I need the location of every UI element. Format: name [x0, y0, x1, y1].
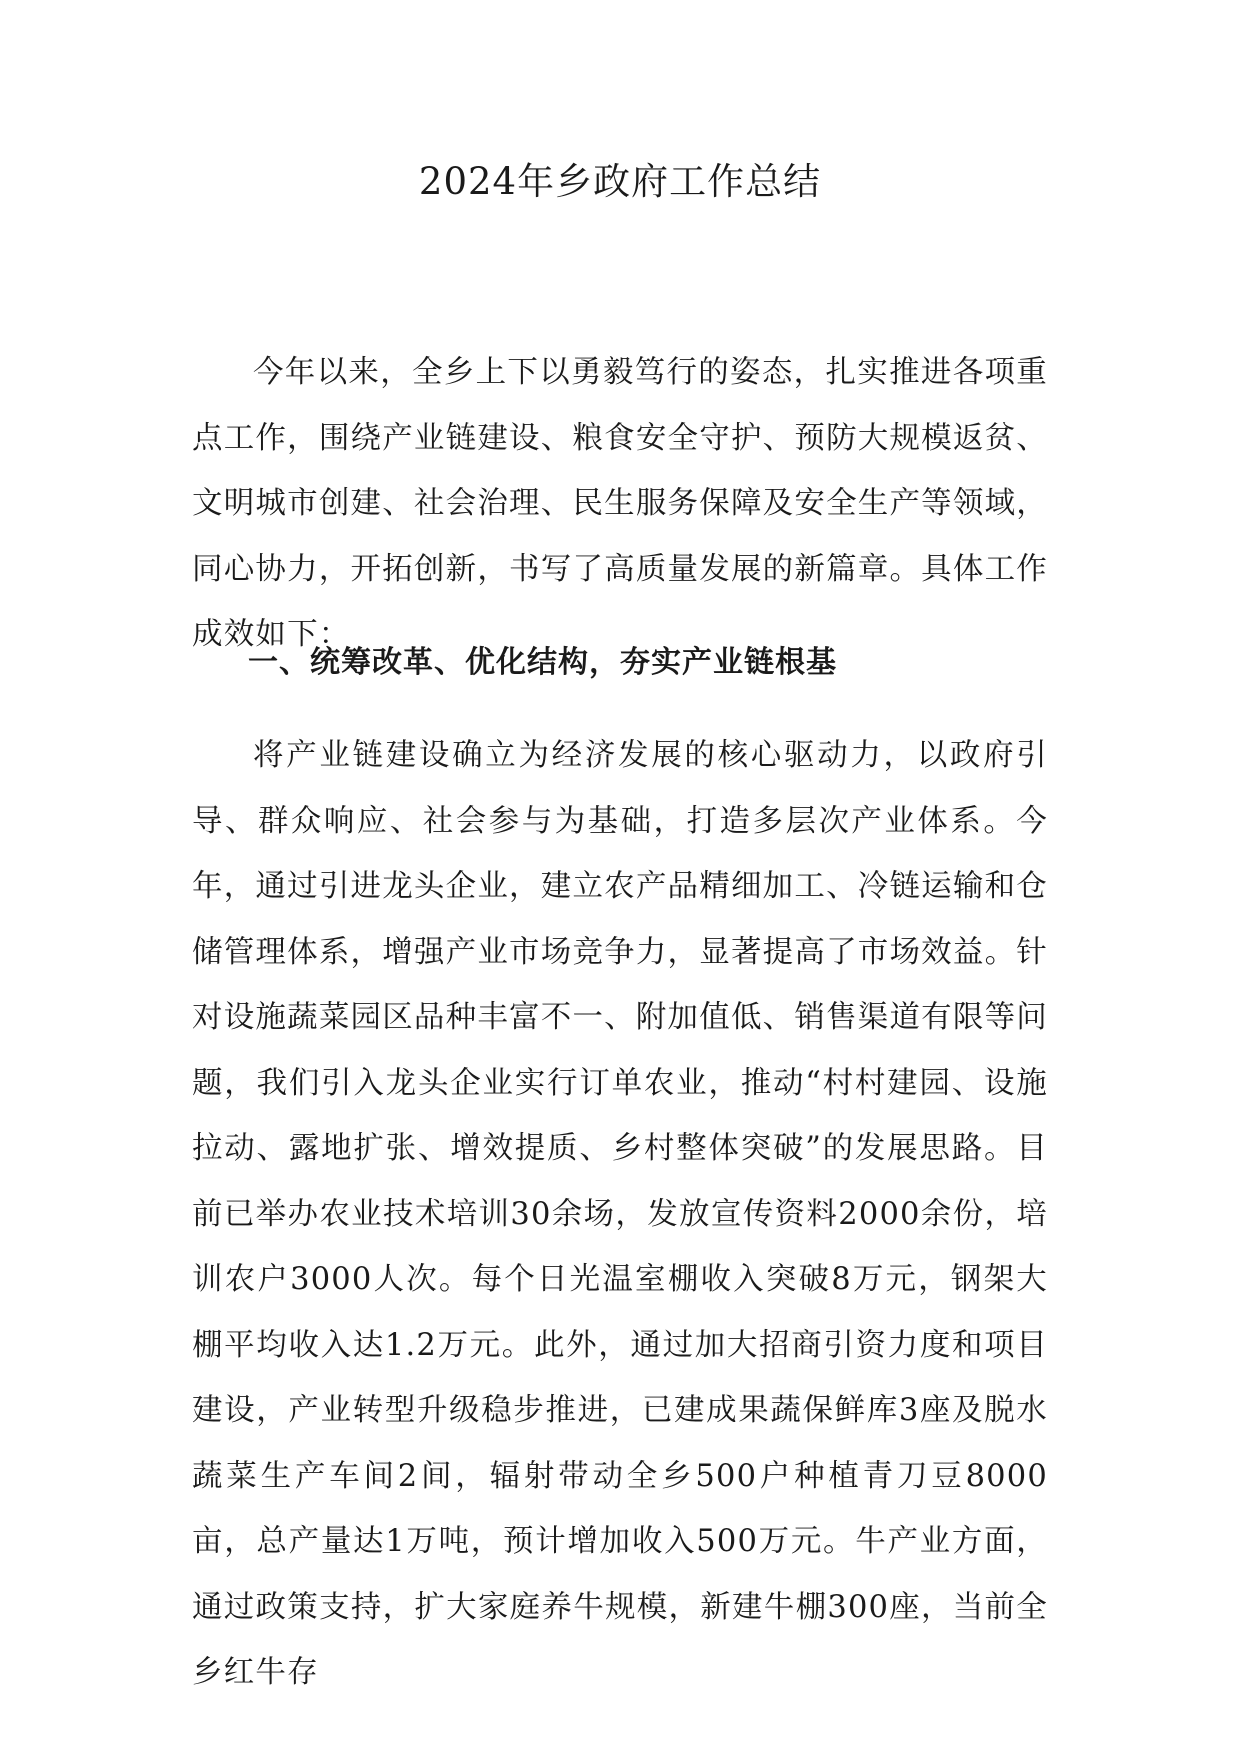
document-title: 2024年乡政府工作总结 [418, 160, 822, 203]
intro-paragraph: 今年以来，全乡上下以勇毅笃行的姿态，扎实推进各项重点工作，围绕产业链建设、粮食安全守护、预防大规模返贫、文明城市创建、社会治理、民生服务保障及安全生产等领域，同心协力，开拓创新，书写了高质量发展的新篇章。具体工作成效如下： [192, 355, 1048, 652]
section-heading: 一、统筹改革、优化结构，夯实产业链根基 [248, 645, 837, 680]
section-paragraph: 将产业链建设确立为经济发展的核心驱动力，以政府引导、群众响应、社会参与为基础，打造多层次产业体系。今年，通过引进龙头企业，建立农产品精细加工、冷链运输和仓储管理体系，增强产业市场竞争力，显著提高了市场效益。针对设施蔬菜园区品种丰富不一、附加值低、销售渠道有限等问题，我们引入龙头企业实行订单农业，推动“村村建园、设施拉动、露地扩张、增效提质、乡村整体突破”的发展思路。目前已举办农业技术培训30余场，发放宣传资料2000余份，培训农户3000人次。每个日光温室棚收入突破8万元，钢架大棚平均收入达1.2万元。此外，通过加大招商引资力度和项目建设，产业转型升级稳步推进，已建成果蔬保鲜库3座及脱水蔬菜生产车间2间，辐射带动全乡500户种植青刀豆8000亩，总产量达1万吨，预计增加收入500万元。牛产业方面，通过政策支持，扩大家庭养牛规模，新建牛棚300座，当前全乡红牛存 [192, 738, 1048, 1690]
